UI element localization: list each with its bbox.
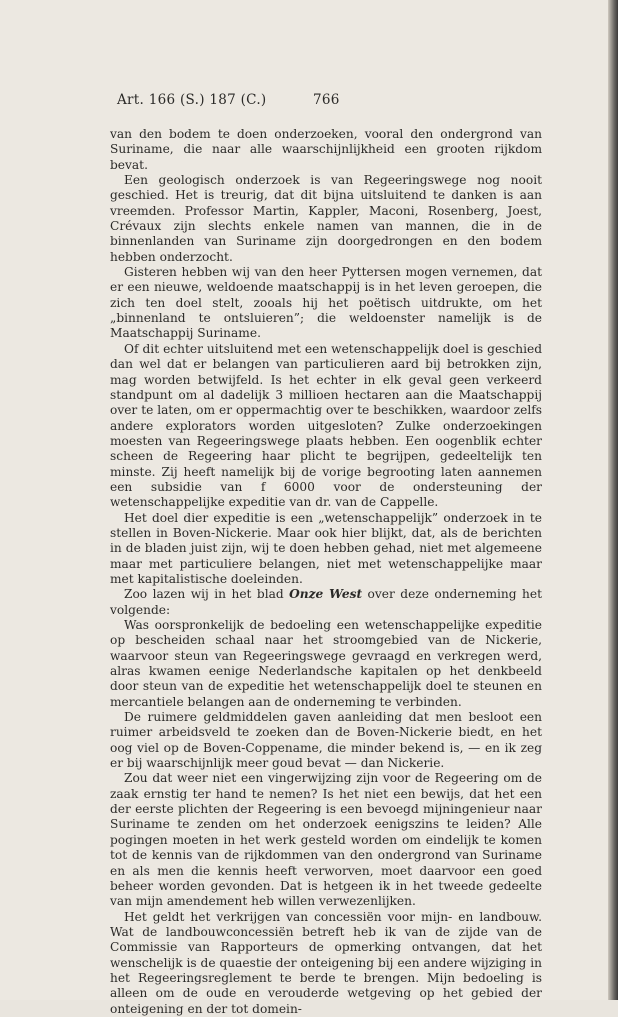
body-text <box>110 127 542 1017</box>
paragraph: Was oorspronkelijk de bedoeling een wetenschappelijke expeditie op bescheiden schaal naar het stroomgebied van de Nickerie, waarvoor steun van Regeeringswege gevraagd en verkregen werd, alras kwamen eenige Nederlandsche kapitalen op het denkbeeld door steun van de expeditie het wetenschappelijk doel te steunen en mercantiele belangen aan de onderneming te verbinden. <box>110 618 542 709</box>
paragraph: Het doel dier expeditie is een „wetenschappelijk” onderzoek in te stellen in Boven-Nickerie. Maar ook hier blijkt, dat, als de berichten in de bladen juist zijn, wij te doen hebben gehad, niet met algemeene maar met particuliere belangen, niet met wetenschappelijke maar met kapitalistische doeleinden. <box>110 510 542 586</box>
book-spine-edge <box>608 0 618 1000</box>
running-header <box>117 92 542 108</box>
paragraph: Gisteren hebben wij van den heer Pyttersen mogen vernemen, dat er een nieuwe, weldoende maatschappij is in het leven geroepen, die zich ten doel stelt, zooals hij het poëtisch uitdrukte, om het „binnenland te ontsluieren”; die weldoenster namelijk is de Maatschappij Suriname. <box>110 265 542 341</box>
paragraph <box>110 587 542 618</box>
paragraph: Het geldt het verkrijgen van concessiën voor mijn- en landbouw. Wat de landbouwconcessiën betreft heb ik van de zijde van de Commissie van Rapporteurs de opmerking ontvangen, dat het wenschelijk is de quaestie der onteigening bij een andere wijziging in het Regeeringsreglement te berde te brengen. Mijn bedoeling is alleen om de oude en verouderde wetgeving op het gebied der onteigening en der tot domein- <box>110 909 542 1016</box>
paragraph: van den bodem te doen onderzoeken, vooral den ondergrond van Suriname, die naar alle waarschijnlijkheid een grooten rijkdom bevat. <box>110 127 542 172</box>
page-number: 766 <box>313 92 340 108</box>
paragraph-text: over deze onderneming het volgende: <box>110 587 542 617</box>
paragraph: Of dit echter uitsluitend met een wetenschappelijk doel is geschied dan wel dat er belangen van particulieren aard bij betrokken zijn, mag worden betwijfeld. Is het echter in elk geval geen verkeerd standpunt om al dadelijk 3 millioen hectaren aan die Maatschappij over te laten, om er oppermachtig over te beschikken, waardoor zelfs andere explorators worden uitgesloten? Zulke onderzoekingen moesten van Regeeringswege plaats hebben. Een oogenblik echter scheen de Regeering haar plicht te begrijpen, gedeeltelijk ten minste. Zij heeft namelijk bij de vorige begrooting laten aannemen een subsidie van f 6000 voor de ondersteuning der wetenschappelijke expeditie van dr. van de Cappelle. <box>110 341 542 510</box>
paragraph-text: Zoo lazen wij in het blad <box>124 587 290 602</box>
paragraph: Een geologisch onderzoek is van Regeeringswege nog nooit geschied. Het is treurig, dat dit bijna uitsluitend te danken is aan vreemden. Professor Martin, Kappler, Maconi, Rosenberg, Joest, Crévaux zijn slechts enkele namen van mannen, die in de binnenlanden van Suriname zijn doorgedrongen en den bodem hebben onderzocht. <box>110 173 542 264</box>
newspaper-title: Onze West <box>289 587 363 602</box>
paragraph: De ruimere geldmiddelen gaven aanleiding dat men besloot een ruimer arbeidsveld te zoeken dan de Boven-Nickerie biedt, en het oog viel op de Boven-Coppename, die minder bekend is, — en ik zeg er bij waarschijnlijk meer goud bevat — dan Nickerie. <box>110 710 542 771</box>
paragraph: Zou dat weer niet een vingerwijzing zijn voor de Regeering om de zaak ernstig ter hand te nemen? Is het niet een bewijs, dat het een der eerste plichten der Regeering is een bevoegd mijningenieur naar Suriname te zenden om het onderzoek eenigszins te leiden? Alle pogingen moeten in het werk gesteld worden om eindelijk te komen tot de kennis van de rijkdommen van den ondergrond van Suriname en als men die kennis heeft verworven, moet daarvoor een goed beheer worden gevonden. Dat is hetgeen ik in het tweede gedeelte van mijn amendement heb willen verwezenlijken. <box>110 771 542 909</box>
article-reference: Art. 166 (S.) 187 (C.) <box>117 92 267 108</box>
